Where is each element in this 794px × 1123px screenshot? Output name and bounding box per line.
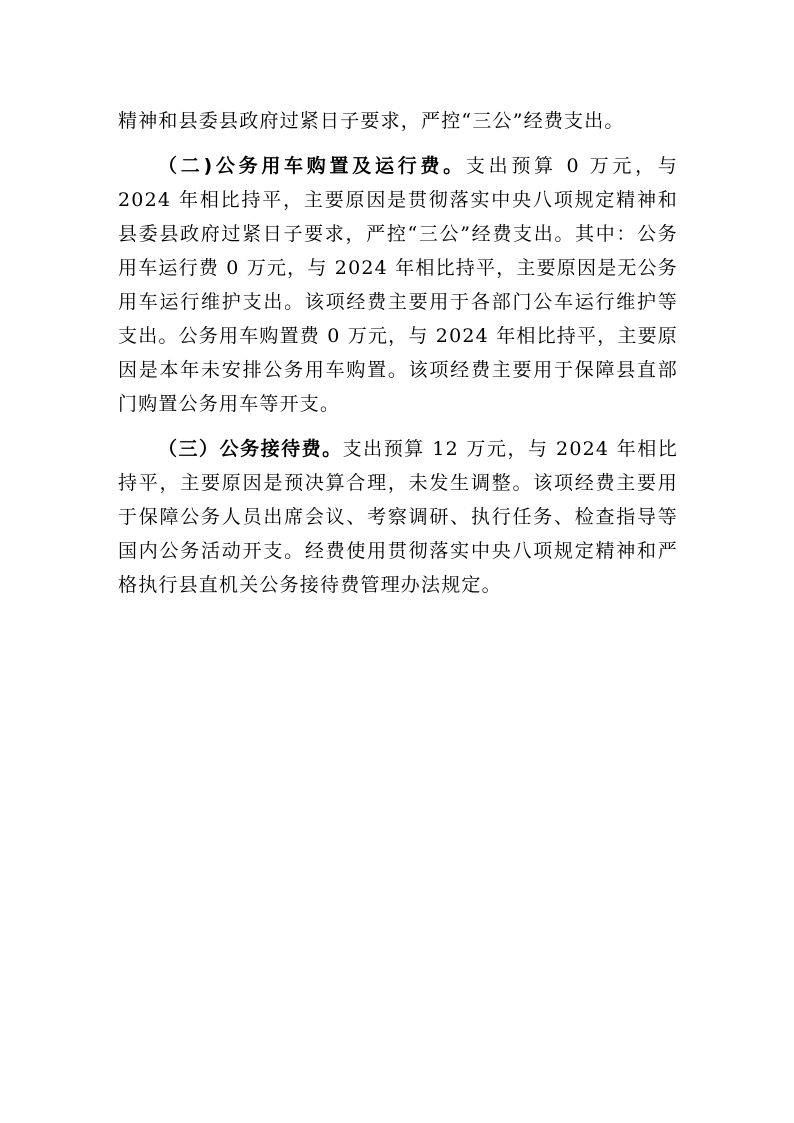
paragraph-text: 支出预算 12 万元，与 2024 年相比持平，主要原因是预决算合理，未发生调整。该项经费主要用于保障公务人员出席会议、考察调研、执行任务、检查指导等国内公务活动开支。经费使用贯彻落实中央八项规定精神和严格执行县直机关公务接待费管理办法规定。 [118, 438, 678, 596]
paragraph-text: 支出预算 0 万元，与 2024 年相比持平，主要原因是贯彻落实中央八项规定精神和县委县政府过紧日子要求，严控“三公”经费支出。其中：公务用车运行费 0 万元，与 2024 年相比持平，主要原因是无公务用车运行维护支出。该项经费主要用于各部门公车运行维护等支出。公务用车购置费 0 万元，与 2024 年相比持平，主要原因是本年未安排公务用车购置。该项经费主要用于保障县直部门购置公务用车等开支。 [118, 155, 679, 415]
section-heading-reception: （三）公务接待费。 [158, 438, 343, 460]
section-heading-vehicle: （二)公务用车购置及运行费。 [158, 155, 466, 177]
paragraph-text: 精神和县委县政府过紧日子要求，严控“三公”经费支出。 [118, 110, 625, 132]
document-body [118, 104, 678, 602]
paragraph-reception-expenses [118, 432, 678, 602]
paragraph-vehicle-expenses [118, 149, 678, 421]
paragraph-continuation [118, 104, 678, 138]
